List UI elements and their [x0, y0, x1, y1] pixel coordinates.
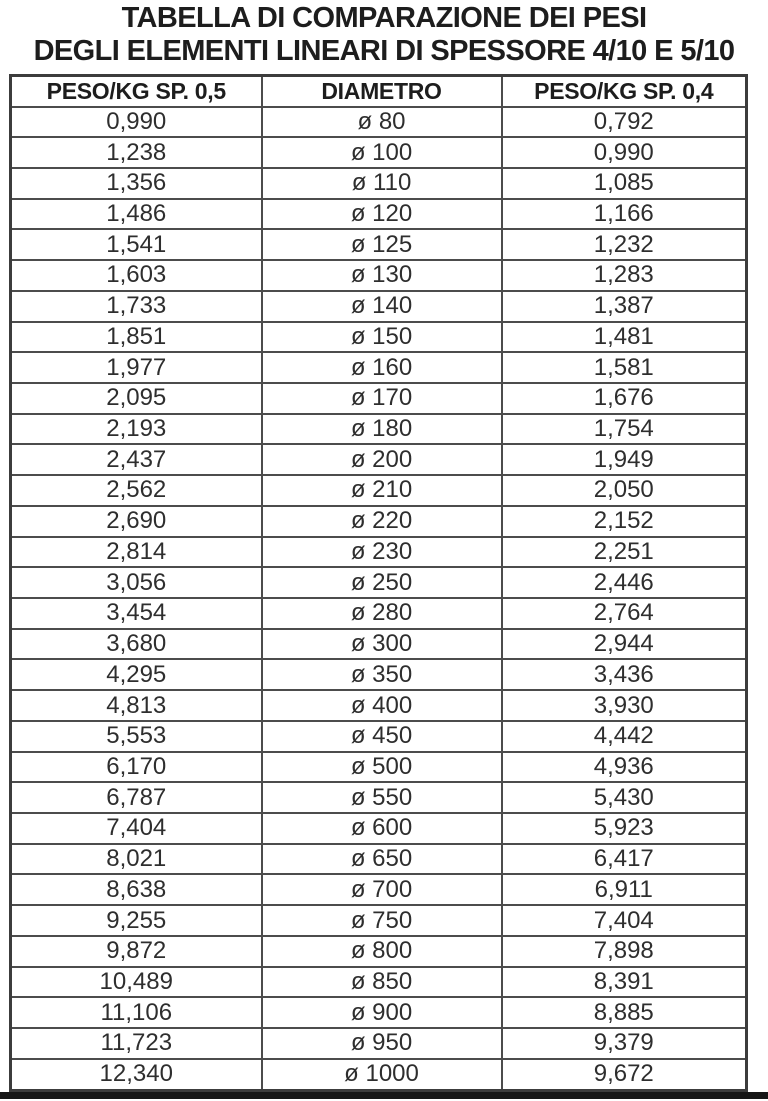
table-row — [11, 1028, 747, 1059]
cell-diametro: ø 110 — [262, 168, 502, 199]
bottom-rule — [0, 1092, 768, 1099]
title-line-1: TABELLA DI COMPARAZIONE DEI PESI — [121, 2, 647, 34]
table-row — [11, 352, 747, 383]
cell-peso-sp05: 10,489 — [11, 967, 262, 998]
cell-peso-sp04: 2,050 — [502, 475, 747, 506]
cell-peso-sp05: 1,977 — [11, 352, 262, 383]
table-row — [11, 721, 747, 752]
cell-diametro: ø 300 — [262, 629, 502, 660]
cell-peso-sp04: 1,581 — [502, 352, 747, 383]
cell-diametro: ø 150 — [262, 322, 502, 353]
cell-diametro: ø 120 — [262, 199, 502, 230]
cell-peso-sp04: 1,387 — [502, 291, 747, 322]
cell-diametro: ø 250 — [262, 567, 502, 598]
table-row — [11, 168, 747, 199]
table-row — [11, 383, 747, 414]
cell-diametro: ø 750 — [262, 905, 502, 936]
table-row — [11, 475, 747, 506]
table-header-row — [11, 76, 747, 107]
cell-peso-sp05: 6,170 — [11, 752, 262, 783]
table-row — [11, 813, 747, 844]
cell-peso-sp04: 2,251 — [502, 537, 747, 568]
comparison-table — [9, 74, 748, 1092]
table-row — [11, 782, 747, 813]
cell-diametro: ø 400 — [262, 690, 502, 721]
cell-peso-sp05: 1,733 — [11, 291, 262, 322]
cell-peso-sp05: 4,295 — [11, 659, 262, 690]
table-row — [11, 506, 747, 537]
cell-diametro: ø 650 — [262, 844, 502, 875]
header-peso-sp04: PESO/KG SP. 0,4 — [502, 76, 747, 107]
cell-peso-sp04: 5,430 — [502, 782, 747, 813]
cell-peso-sp04: 2,944 — [502, 629, 747, 660]
cell-peso-sp05: 1,356 — [11, 168, 262, 199]
cell-diametro: ø 500 — [262, 752, 502, 783]
cell-peso-sp04: 8,885 — [502, 997, 747, 1028]
cell-diametro: ø 180 — [262, 414, 502, 445]
cell-peso-sp04: 1,949 — [502, 444, 747, 475]
cell-peso-sp04: 1,232 — [502, 229, 747, 260]
cell-peso-sp05: 2,437 — [11, 444, 262, 475]
title-line-2: DEGLI ELEMENTI LINEARI DI SPESSORE 4/10 E 5/10 — [33, 35, 735, 67]
cell-peso-sp04: 1,676 — [502, 383, 747, 414]
cell-peso-sp04: 3,436 — [502, 659, 747, 690]
cell-peso-sp04: 1,166 — [502, 199, 747, 230]
cell-diametro: ø 230 — [262, 537, 502, 568]
cell-peso-sp05: 1,238 — [11, 137, 262, 168]
cell-peso-sp04: 6,417 — [502, 844, 747, 875]
table-row — [11, 537, 747, 568]
cell-peso-sp04: 9,379 — [502, 1028, 747, 1059]
table-row — [11, 874, 747, 905]
cell-peso-sp04: 1,085 — [502, 168, 747, 199]
table-row — [11, 322, 747, 353]
cell-peso-sp05: 9,255 — [11, 905, 262, 936]
cell-peso-sp04: 4,936 — [502, 752, 747, 783]
table-row — [11, 1059, 747, 1091]
cell-peso-sp04: 1,283 — [502, 260, 747, 291]
table-row — [11, 199, 747, 230]
cell-peso-sp05: 5,553 — [11, 721, 262, 752]
cell-diametro: ø 450 — [262, 721, 502, 752]
cell-peso-sp05: 1,851 — [11, 322, 262, 353]
cell-peso-sp05: 9,872 — [11, 936, 262, 967]
cell-diametro: ø 160 — [262, 352, 502, 383]
cell-diametro: ø 550 — [262, 782, 502, 813]
table-row — [11, 260, 747, 291]
table-row — [11, 967, 747, 998]
cell-peso-sp04: 5,923 — [502, 813, 747, 844]
cell-peso-sp04: 0,990 — [502, 137, 747, 168]
cell-diametro: ø 200 — [262, 444, 502, 475]
table-row — [11, 936, 747, 967]
cell-peso-sp05: 6,787 — [11, 782, 262, 813]
cell-peso-sp04: 1,754 — [502, 414, 747, 445]
cell-peso-sp05: 1,541 — [11, 229, 262, 260]
cell-peso-sp04: 6,911 — [502, 874, 747, 905]
cell-peso-sp05: 1,486 — [11, 199, 262, 230]
cell-peso-sp04: 9,672 — [502, 1059, 747, 1091]
cell-diametro: ø 80 — [262, 107, 502, 138]
cell-peso-sp04: 2,764 — [502, 598, 747, 629]
table-row — [11, 997, 747, 1028]
cell-diametro: ø 280 — [262, 598, 502, 629]
cell-peso-sp05: 8,021 — [11, 844, 262, 875]
table-header — [11, 76, 747, 107]
cell-diametro: ø 170 — [262, 383, 502, 414]
cell-diametro: ø 800 — [262, 936, 502, 967]
table-row — [11, 137, 747, 168]
cell-peso-sp05: 3,680 — [11, 629, 262, 660]
cell-peso-sp05: 2,193 — [11, 414, 262, 445]
cell-peso-sp04: 8,391 — [502, 967, 747, 998]
cell-peso-sp05: 1,603 — [11, 260, 262, 291]
cell-peso-sp05: 2,562 — [11, 475, 262, 506]
table-row — [11, 107, 747, 138]
cell-diametro: ø 1000 — [262, 1059, 502, 1091]
table-row — [11, 229, 747, 260]
cell-diametro: ø 140 — [262, 291, 502, 322]
cell-peso-sp05: 2,690 — [11, 506, 262, 537]
cell-peso-sp05: 3,056 — [11, 567, 262, 598]
cell-peso-sp04: 0,792 — [502, 107, 747, 138]
cell-diametro: ø 950 — [262, 1028, 502, 1059]
cell-diametro: ø 220 — [262, 506, 502, 537]
table-row — [11, 905, 747, 936]
table-row — [11, 659, 747, 690]
table-row — [11, 414, 747, 445]
cell-diametro: ø 600 — [262, 813, 502, 844]
cell-peso-sp05: 2,814 — [11, 537, 262, 568]
table-row — [11, 567, 747, 598]
cell-peso-sp05: 0,990 — [11, 107, 262, 138]
header-diametro: DIAMETRO — [262, 76, 502, 107]
table-row — [11, 844, 747, 875]
header-peso-sp05: PESO/KG SP. 0,5 — [11, 76, 262, 107]
cell-peso-sp04: 7,898 — [502, 936, 747, 967]
cell-diametro: ø 900 — [262, 997, 502, 1028]
cell-diametro: ø 130 — [262, 260, 502, 291]
table-row — [11, 752, 747, 783]
cell-peso-sp05: 12,340 — [11, 1059, 262, 1091]
cell-peso-sp04: 7,404 — [502, 905, 747, 936]
cell-peso-sp05: 8,638 — [11, 874, 262, 905]
cell-peso-sp05: 2,095 — [11, 383, 262, 414]
table-row — [11, 598, 747, 629]
table-body — [11, 107, 747, 1091]
cell-peso-sp05: 3,454 — [11, 598, 262, 629]
cell-peso-sp05: 11,106 — [11, 997, 262, 1028]
cell-diametro: ø 100 — [262, 137, 502, 168]
table-row — [11, 291, 747, 322]
cell-diametro: ø 125 — [262, 229, 502, 260]
table-row — [11, 444, 747, 475]
cell-peso-sp04: 2,446 — [502, 567, 747, 598]
cell-peso-sp04: 2,152 — [502, 506, 747, 537]
cell-peso-sp05: 7,404 — [11, 813, 262, 844]
cell-peso-sp05: 4,813 — [11, 690, 262, 721]
table-row — [11, 629, 747, 660]
cell-diametro: ø 350 — [262, 659, 502, 690]
cell-diametro: ø 700 — [262, 874, 502, 905]
cell-peso-sp04: 4,442 — [502, 721, 747, 752]
cell-diametro: ø 210 — [262, 475, 502, 506]
cell-peso-sp04: 1,481 — [502, 322, 747, 353]
cell-peso-sp05: 11,723 — [11, 1028, 262, 1059]
cell-peso-sp04: 3,930 — [502, 690, 747, 721]
cell-diametro: ø 850 — [262, 967, 502, 998]
page-title — [0, 0, 768, 68]
table-row — [11, 690, 747, 721]
